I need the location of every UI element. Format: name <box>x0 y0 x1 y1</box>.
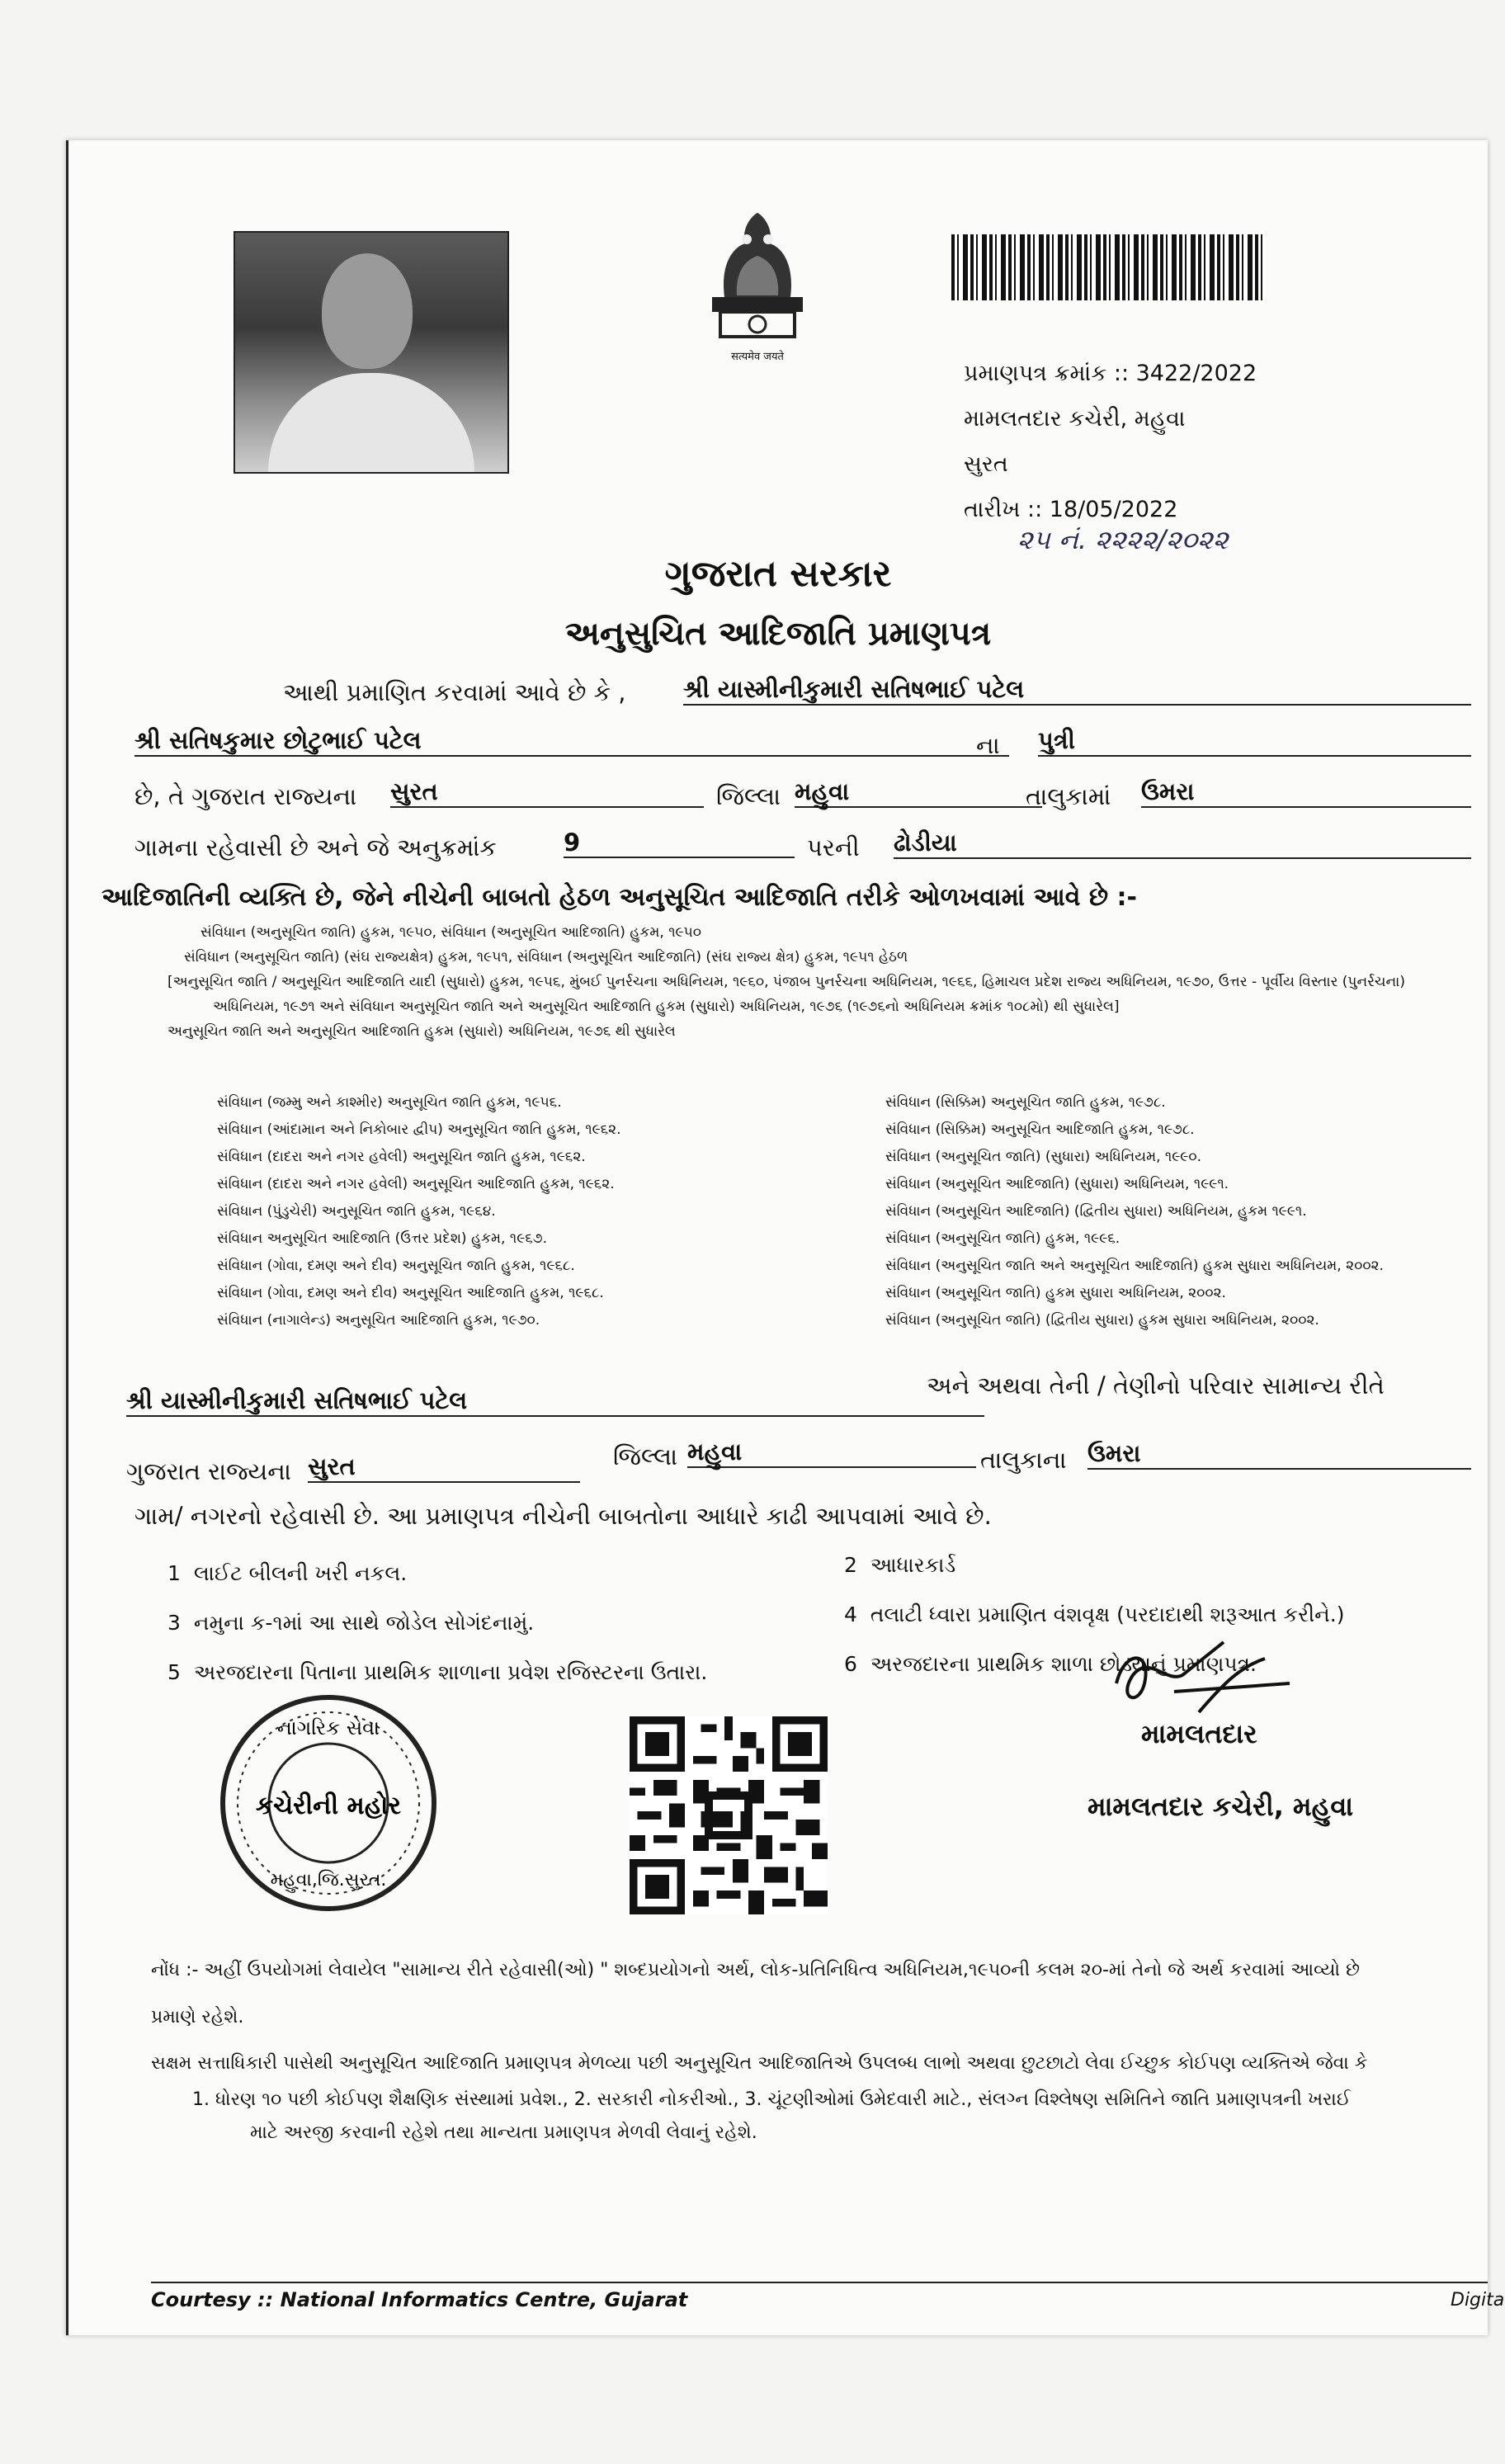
par-label: પરની <box>807 833 860 861</box>
order-right-item: સંવિધાન (અનુસૂચિત જાતિ અને અનુસૂચિત આદિજાતિ) હુકમ સુધારા અધિનિયમ, ૨૦૦૨. <box>885 1258 1384 1274</box>
document-text: આધારકાર્ડ <box>870 1553 956 1577</box>
order-right-item: સંવિધાન (અનુસૂચિત જાતિ) હુકમ સુધારા અધિનિયમ, ૨૦૦૨. <box>885 1285 1226 1301</box>
certificate-no-label: પ્રમાણપત્ર ક્રમાંક <box>964 361 1107 386</box>
note-line-2: પ્રમાણે રહેશે. <box>151 2007 244 2027</box>
point-line-1: 1. ધોરણ ૧૦ પછી કોઈપણ શૈક્ષણિક સંસ્થામાં પ્રવેશ., 2. સરકારી નોકરીઓ., 3. ચૂંટણીઓમાં ઉમેદવારી માટે., સંલગ્ન વિશ્લેષણ સમિતિને જાતિ પ્રમાણપત્રની ખરાઈ <box>192 2089 1351 2110</box>
office-seal-icon <box>217 1692 440 1914</box>
order-left-item: સંવિધાન (પુંડુચેરી) અનુસૂચિત જાતિ હુકમ, ૧૯૬૪. <box>217 1203 496 1220</box>
document-no: 4 <box>844 1603 857 1626</box>
tribe-sentence: આદિજાતિની વ્યક્તિ છે, જેને નીચેની બાબતો હેઠળ અનુસૂચિત આદિજાતિ તરીકે ઓળખવામાં આવે છે :- <box>101 883 1137 912</box>
document-text: તલાટી ધ્વારા પ્રમાણિત વંશવૃક્ષ (પરદાદાથી શરૂઆત કરીને.) <box>870 1603 1345 1626</box>
document-no: 6 <box>844 1652 857 1676</box>
family-text: અને અથવા તેની / તેણીનો પરિવાર સામાન્ય રીતે <box>927 1371 1385 1400</box>
note-line-1: નોંધ :- અહીં ઉપયોગમાં લેવાયેલ "સામાન્ય રીતે રહેવાસી(ઓ) " શબ્દપ્રયોગનો અર્થ, લોક-પ્રતિનિધિત્વ અધિનિયમ,૧૯૫૦ની કલમ ૨૦-માં તેનો જે અર્થ કરવામાં આવ્યો છે <box>151 1960 1361 1980</box>
document-no: 3 <box>167 1611 181 1635</box>
document-item <box>844 1553 955 1578</box>
applicant-name: શ્રી યાસ્મીનીકુમારી સતિષભાઈ પટેલ <box>683 675 1471 706</box>
residence-district: મહુવા <box>687 1437 976 1468</box>
document-item <box>167 1660 707 1685</box>
state-prefix: છે, તે ગુજરાત રાજ્યના <box>134 782 357 810</box>
order-right-item: સંવિધાન (સિક્કિમ) અનુસૂચિત આદિજાતિ હુકમ, ૧૯૭૮. <box>885 1121 1195 1138</box>
residence-name: શ્રી યાસ્મીનીકુમારી સતિષભાઈ પટેલ <box>126 1386 984 1417</box>
order-right-item: સંવિધાન (અનુસૂચિત જાતિ) (દ્વિતીય સુધારા) હુકમ સુધારા અધિનિયમ, ૨૦૦૨. <box>885 1312 1319 1329</box>
order-right-item: સંવિધાન (અનુસૂચિત જાતિ) (સુધારા) અધિનિયમ, ૧૯૯૦. <box>885 1149 1201 1165</box>
government-title: ગુજરાત સરકાર <box>664 553 892 595</box>
taluka-label: તાલુકામાં <box>1026 782 1111 810</box>
order-line: અધિનિયમ, ૧૯૭૧ અને સંવિધાન અનુસૂચિત જાતિ અને અનુસૂચિત આદિજાતિ હુકમ (સુધારો) અધિનિયમ, ૧૯૭૬ (૧૯૭૬નો અધિનિયમ ક્રમાંક ૧૦૮મો) થી સુધારેલ] <box>213 998 1120 1015</box>
office-name: મામલતદાર કચેરી, મહુવા <box>964 406 1186 432</box>
issue-date: 18/05/2022 <box>1049 497 1178 522</box>
document-no: 1 <box>167 1561 181 1585</box>
state-city: સુરત <box>390 777 704 808</box>
date-label: તારીખ <box>964 497 1021 522</box>
basis-text: ગામ/ નગરનો રહેવાસી છે. આ પ્રમાણપત્ર નીચેની બાબતોના આધારે કાઢી આપવામાં આવે છે. <box>134 1502 992 1530</box>
para-line-1: સક્ષમ સત્તાધિકારી પાસેથી અનુસૂચિત આદિજાતિ પ્રમાણપત્ર મેળવ્યા પછી અનુસૂચિત આદિજાતિએ ઉપલબ્ધ લાભો અથવા છુટછાટો લેવા ઈચ્છુક કોઈપણ વ્યક્તિએ જેવા કે <box>151 2053 1368 2074</box>
document-item <box>167 1561 407 1586</box>
digital-text: Digita <box>1451 2290 1505 2311</box>
residence-district-label: જિલ્લા <box>613 1442 678 1470</box>
footer-divider <box>151 2282 1488 2283</box>
order-left-item: સંવિધાન (જમ્મુ અને કાશ્મીર) અનુસૂચિત જાતિ હુકમ, ૧૯૫૬. <box>217 1094 562 1111</box>
handwritten-note: ૨૫ નં. ૨૨૨૨/૨૦૨૨ <box>1017 524 1229 555</box>
certificate-no: 3422/2022 <box>1135 361 1257 386</box>
seal-center-text: કચેરીની મહોર <box>255 1791 402 1820</box>
national-emblem-icon <box>696 198 819 347</box>
residence-taluka: ઉમરા <box>1087 1439 1471 1470</box>
residence-taluka-label: તાલુકાના <box>980 1446 1067 1474</box>
document-no: 5 <box>167 1660 181 1684</box>
village-prefix: ગામના રહેવાસી છે અને જે અનુક્રમાંક <box>134 833 497 861</box>
district: મહુવા <box>795 777 1042 808</box>
document-text: અરજદારના પિતાના પ્રાથમિક શાળાના પ્રવેશ રજિસ્ટરના ઉતારા. <box>193 1660 708 1684</box>
order-left-item: સંવિધાન (દાદરા અને નગર હવેલી) અનુસૂચિત જાતિ હુકમ, ૧૯૬૨. <box>217 1149 586 1165</box>
emblem-motto: सत्यमेव जयते <box>731 351 784 363</box>
relation: પુત્રી <box>1038 726 1471 757</box>
document-no: 2 <box>844 1553 857 1577</box>
document-item <box>844 1603 1344 1627</box>
document-item <box>167 1611 534 1636</box>
order-right-item: સંવિધાન (અનુસૂચિત જાતિ) હુકમ, ૧૯૯૬. <box>885 1230 1120 1247</box>
orders-block <box>134 920 1405 1044</box>
order-line: અનુસૂચિત જાતિ અને અનુસૂચિત આદિજાતિ હુકમ (સુધારો) અધિનિયમ, ૧૯૭૬ થી સુધારેલ <box>167 1023 676 1040</box>
barcode <box>951 231 1265 330</box>
order-line: સંવિધાન (અનુસૂચિત જાતિ) (સંઘ રાજ્યક્ષેત્ર) હુકમ, ૧૯૫૧, સંવિધાન (અનુસૂચિત આદિજાતિ) (સંઘ રાજ્ય ક્ષેત્ર) હુકમ, ૧૯૫૧ હેઠળ <box>184 949 908 965</box>
district-label: જિલ્લા <box>716 782 781 810</box>
orders-left-column <box>217 1089 621 1334</box>
order-left-item: સંવિધાન અનુસૂચિત આદિજાતિ (ઉત્તર પ્રદેશ) હુકમ, ૧૯૬૭. <box>217 1230 547 1247</box>
qr-code <box>630 1716 828 1914</box>
document-text: અરજદારના પ્રાથમિક શાળા છોડ્યાનું પ્રમાણપત્ર. <box>870 1652 1257 1676</box>
serial-no: 9 <box>564 828 795 858</box>
order-left-item: સંવિધાન (નાગાલેન્ડ) અનુસૂચિત આદિજાતિ હુકમ, ૧૯૭૦. <box>217 1312 540 1329</box>
seal-top-text: નાગરિક સેવા <box>277 1716 380 1739</box>
order-line: [અનુસૂચિત જાતિ / અનુસૂચિત આદિજાતિ યાદી (સુધારો) હુકમ, ૧૯૫૬, મુંબઈ પુનર્રચના અધિનિયમ, ૧૯૬૦, પંજાબ પુનર્રચના અધિનિયમ, ૧૯૬૬, હિમાચલ પ્રદેશ રાજ્ય અધિનિયમ, ૧૯૭૦, ઉત્તર - પૂર્વીય વિસ્તાર (પુનર્રચના) <box>167 974 1405 990</box>
point-line-2: માટે અરજી કરવાની રહેશે તથા માન્યતા પ્રમાણપત્ર મેળવી લેવાનું રહેશે. <box>250 2122 757 2143</box>
applicant-photo <box>234 231 509 474</box>
taluka: ઉમરા <box>1141 777 1471 808</box>
seal-bottom-text: મહુવા,જિ.સુરત. <box>270 1870 387 1890</box>
document-text: નમુના ક-૧માં આ સાથે જોડેલ સોગંદનામું. <box>193 1611 535 1635</box>
order-left-item: સંવિધાન (આંદામાન અને નિકોબાર દ્વીપ) અનુસૂચિત જાતિ હુકમ, ૧૯૬૨. <box>217 1121 621 1138</box>
residence-state-city: સુરત <box>308 1452 580 1483</box>
of-label: ના <box>976 731 1000 759</box>
courtesy-text: Courtesy :: National Informatics Centre, Gujarat <box>151 2288 688 2311</box>
order-left-item: સંવિધાન (ગોવા, દમણ અને દીવ) અનુસૂચિત જાતિ હુકમ, ૧૯૬૮. <box>217 1258 575 1274</box>
tribe: ઢોડીયા <box>894 828 1471 859</box>
order-left-item: સંવિધાન (દાદરા અને નગર હવેલી) અનુસૂચિત આદિજાતિ હુકમ, ૧૯૬૨. <box>217 1176 615 1192</box>
certificate-title: અનુસુચિત આદિજાતિ પ્રમાણપત્ર <box>564 615 992 653</box>
document-text: લાઈટ બીલની ખરી નકલ. <box>193 1561 408 1585</box>
orders-right-column <box>885 1089 1384 1334</box>
officer-title: મામલતદાર <box>1141 1718 1257 1749</box>
certificate-meta: પ્રમાણપત્ર ક્રમાંક :: 3422/2022 મામલતદાર કચેરી, મહુવા સુરત તારીખ :: 18/05/2022 <box>964 361 1257 522</box>
order-right-item: સંવિધાન (અનુસૂચિત આદિજાતિ) (દ્વિતીય સુધારા) અધિનિયમ, હુકમ ૧૯૯૧. <box>885 1203 1307 1220</box>
order-right-item: સંવિધાન (સિક્કિમ) અનુસૂચિત જાતિ હુકમ, ૧૯૭૮. <box>885 1094 1166 1111</box>
order-line: સંવિધાન (અનુસૂચિત જાતિ) હુકમ, ૧૯૫૦, સંવિધાન (અનુસૂચિત આદિજાતિ) હુકમ, ૧૯૫૦ <box>201 924 702 941</box>
father-name: શ્રી સતિષકુમાર છોટુભાઈ પટેલ <box>134 726 1009 757</box>
certify-text: આથી પ્રમાણિત કરવામાં આવે છે કે , <box>283 678 626 706</box>
barcode-bars <box>951 234 1265 300</box>
certificate-sheet <box>66 140 1505 2335</box>
officer-office: મામલતદાર કચેરી, મહુવા <box>1087 1791 1354 1822</box>
office-city: સુરત <box>964 451 1008 477</box>
order-right-item: સંવિધાન (અનુસૂચિત આદિજાતિ) (સુધારા) અધિનિયમ, ૧૯૯૧. <box>885 1176 1229 1192</box>
order-left-item: સંવિધાન (ગોવા, દમણ અને દીવ) અનુસૂચિત આદિજાતિ હુકમ, ૧૯૬૮. <box>217 1285 604 1301</box>
residence-state-prefix: ગુજરાત રાજ્યના <box>126 1457 291 1485</box>
